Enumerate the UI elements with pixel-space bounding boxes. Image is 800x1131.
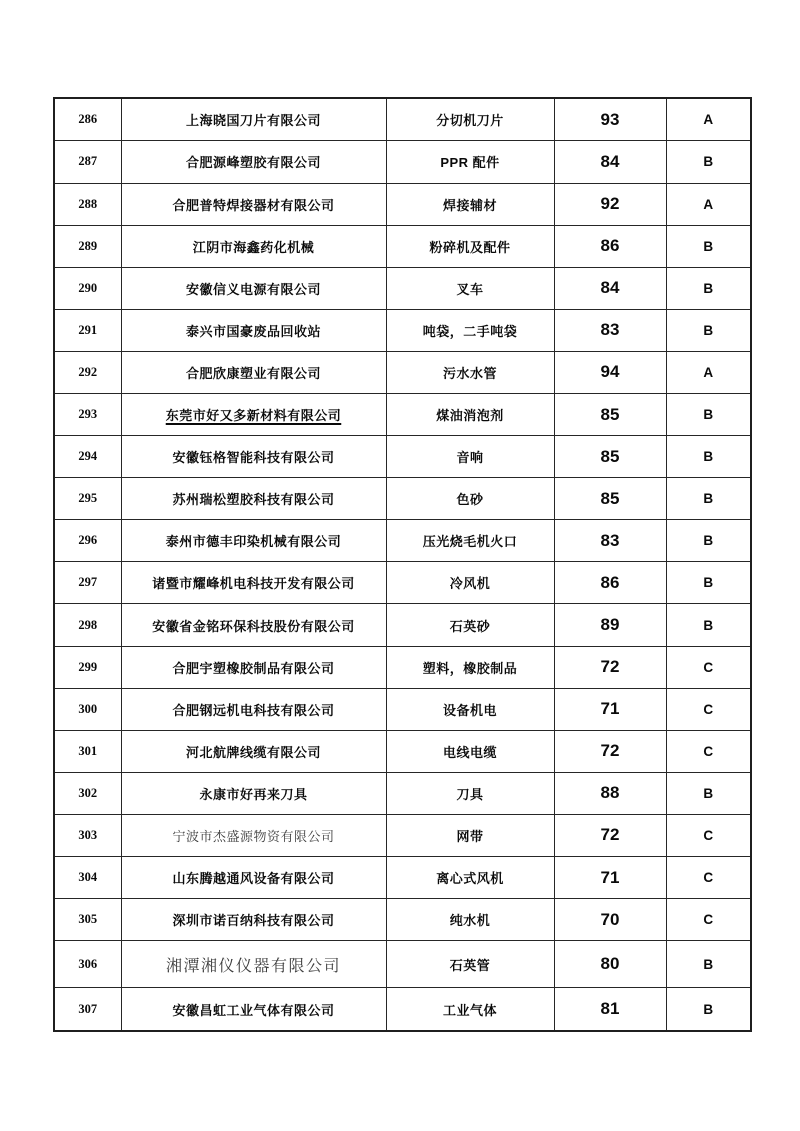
row-number-cell-text: 299 [78,659,98,674]
company-name-cell-text: 安徽信义电源有限公司 [185,281,321,297]
row-number-cell-text: 305 [78,912,98,927]
product-name-cell-text: 石英砂 [449,618,491,634]
score-cell [554,814,666,856]
grade-cell [666,183,751,225]
table-row [54,688,751,730]
company-name-cell [121,646,386,688]
row-number-cell [54,604,121,646]
grade-cell-text: B [703,449,714,465]
grade-cell-text: C [703,870,714,886]
grade-cell [666,520,751,562]
grade-cell-text: B [703,785,714,801]
row-number-cell [54,857,121,899]
grade-cell-text: B [703,322,714,338]
score-cell [554,351,666,393]
company-name-cell [121,730,386,772]
product-name-cell [386,351,554,393]
company-name-cell [121,941,386,988]
score-cell [554,899,666,941]
score-cell [554,520,666,562]
table-row [54,520,751,562]
score-cell [554,394,666,436]
company-name-cell-text: 合肥宇塑橡胶制品有限公司 [172,660,335,676]
score-cell [554,267,666,309]
grade-cell [666,604,751,646]
score-cell-text: 83 [600,320,620,340]
row-number-cell-text: 303 [78,827,98,842]
product-name-cell-text: PPR 配件 [440,155,500,171]
product-name-cell [386,436,554,478]
company-name-cell-text: 苏州瑞松塑胶科技有限公司 [172,492,335,508]
table-body [54,98,751,1031]
score-cell [554,225,666,267]
row-number-cell [54,436,121,478]
grade-cell-text: C [703,912,714,928]
score-cell-text: 89 [600,615,620,635]
product-name-cell-text: 分切机刀片 [436,113,504,129]
product-name-cell-text: 网带 [456,828,484,844]
company-name-cell [121,899,386,941]
table-row [54,309,751,351]
row-number-cell [54,772,121,814]
row-number-cell [54,730,121,772]
table-row [54,562,751,604]
product-name-cell-text: 叉车 [456,281,484,297]
product-name-cell [386,941,554,988]
grade-cell [666,225,751,267]
score-cell [554,478,666,520]
grade-cell [666,988,751,1031]
company-name-cell-text: 永康市好再来刀具 [199,786,308,802]
score-cell [554,436,666,478]
row-number-cell [54,562,121,604]
grade-cell [666,646,751,688]
company-name-cell [121,183,386,225]
score-cell-text: 85 [600,446,620,466]
product-name-cell [386,478,554,520]
product-name-cell [386,394,554,436]
row-number-cell-text: 291 [78,322,98,337]
product-name-cell-text: 焊接辅材 [442,197,497,213]
grade-cell-text: A [703,364,714,380]
row-number-cell [54,394,121,436]
table-row [54,730,751,772]
product-name-cell-text: 煤油消泡剂 [436,408,504,424]
score-cell-text: 94 [600,362,620,382]
company-name-cell [121,98,386,141]
table-row [54,225,751,267]
product-name-cell [386,604,554,646]
company-name-cell [121,478,386,520]
grade-cell [666,814,751,856]
row-number-cell [54,520,121,562]
table-row [54,394,751,436]
grade-cell-text: B [703,491,714,507]
product-name-cell [386,562,554,604]
row-number-cell-text: 296 [78,533,98,548]
grade-cell-text: B [703,956,714,972]
company-name-cell-text: 上海晓国刀片有限公司 [185,113,321,129]
row-number-cell-text: 286 [78,112,98,127]
row-number-cell-text: 302 [78,785,98,800]
row-number-cell-text: 287 [78,154,98,169]
row-number-cell-text: 295 [78,491,98,506]
grade-cell [666,899,751,941]
company-name-cell [121,520,386,562]
company-name-cell-text: 湘潭湘仪仪器有限公司 [165,957,341,975]
table-row [54,141,751,183]
product-name-cell-text: 压光烧毛机火口 [422,534,518,550]
company-name-cell [121,267,386,309]
company-name-cell [121,309,386,351]
row-number-cell-text: 293 [78,407,98,422]
grade-cell [666,730,751,772]
grade-cell-text: A [703,196,714,212]
table-row [54,267,751,309]
product-name-cell [386,730,554,772]
row-number-cell [54,478,121,520]
grade-cell-text: B [703,407,714,423]
row-number-cell-text: 298 [78,617,98,632]
table-row [54,436,751,478]
table-row [54,899,751,941]
grade-cell-text: B [703,238,714,254]
company-name-cell [121,688,386,730]
table-row [54,98,751,141]
product-name-cell-text: 吨袋，二手吨袋 [422,323,518,339]
score-cell-text: 92 [600,194,620,214]
company-name-cell-text: 山东腾越通风设备有限公司 [172,871,335,887]
row-number-cell-text: 289 [78,238,98,253]
company-name-cell-text: 安徽昌虹工业气体有限公司 [172,1002,335,1018]
row-number-cell [54,141,121,183]
table-row [54,183,751,225]
grade-cell-text: C [703,659,714,675]
table-row [54,988,751,1031]
score-cell [554,646,666,688]
grade-cell [666,857,751,899]
company-name-cell [121,394,386,436]
grade-cell [666,436,751,478]
company-name-cell-text: 安徽省金铭环保科技股份有限公司 [152,618,355,634]
product-name-cell-text: 粉碎机及配件 [429,239,511,255]
company-name-cell-text: 合肥欣康塑业有限公司 [185,365,321,381]
grade-cell [666,309,751,351]
company-name-cell-text: 深圳市诺百纳科技有限公司 [172,913,335,929]
grade-cell-text: C [703,701,714,717]
score-cell-text: 72 [600,741,620,761]
product-name-cell [386,688,554,730]
company-name-cell-text: 合肥钢远机电科技有限公司 [172,702,335,718]
score-cell-text: 93 [600,109,620,129]
product-name-cell-text: 工业气体 [442,1002,497,1018]
score-cell [554,562,666,604]
product-name-cell [386,899,554,941]
product-name-cell [386,857,554,899]
grade-cell-text: B [703,575,714,591]
grade-cell [666,688,751,730]
score-cell [554,988,666,1031]
product-name-cell-text: 石英管 [449,957,491,973]
table-row [54,478,751,520]
company-name-cell-text: 泰兴市国豪废品回收站 [185,323,321,339]
company-name-cell [121,857,386,899]
score-cell-text: 72 [600,825,620,845]
company-name-cell [121,436,386,478]
grade-cell [666,562,751,604]
grade-cell-text: A [703,112,714,128]
product-name-cell [386,225,554,267]
score-cell-text: 80 [600,954,620,974]
table-row [54,604,751,646]
product-name-cell [386,309,554,351]
score-cell [554,309,666,351]
row-number-cell [54,814,121,856]
table-row [54,814,751,856]
table-row [54,351,751,393]
score-cell [554,941,666,988]
row-number-cell-text: 307 [78,1001,98,1016]
product-name-cell [386,988,554,1031]
company-name-cell-text: 合肥普特焊接器材有限公司 [172,197,335,213]
company-name-cell-text: 江阴市海鑫药化机械 [192,239,315,255]
table-row [54,772,751,814]
product-name-cell [386,814,554,856]
score-cell-text: 72 [600,657,620,677]
product-name-cell-text: 色砂 [456,492,484,508]
company-name-cell-text: 宁波市杰盛源物资有限公司 [172,828,335,844]
row-number-cell-text: 304 [78,870,98,885]
row-number-cell-text: 294 [78,449,98,464]
product-name-cell-text: 电线电缆 [442,744,497,760]
grade-cell-text: B [703,617,714,633]
company-name-cell [121,562,386,604]
score-cell-text: 71 [600,699,620,719]
score-cell [554,730,666,772]
row-number-cell-text: 292 [78,364,98,379]
company-name-cell-text: 安徽钰格智能科技有限公司 [172,450,335,466]
score-cell-text: 86 [600,236,620,256]
row-number-cell [54,941,121,988]
product-name-cell-text: 设备机电 [442,702,497,718]
company-name-cell-text: 河北航牌线缆有限公司 [185,744,321,760]
table-row [54,646,751,688]
score-cell [554,98,666,141]
score-cell-text: 85 [600,404,620,424]
score-cell [554,183,666,225]
score-cell-text: 84 [600,278,620,298]
grade-cell-text: C [703,827,714,843]
row-number-cell [54,225,121,267]
grade-cell [666,141,751,183]
supplier-rating-table [53,97,752,1032]
company-name-cell-text: 东莞市好又多新材料有限公司 [165,408,342,424]
product-name-cell [386,141,554,183]
grade-cell-text: B [703,1001,714,1017]
product-name-cell-text: 离心式风机 [436,871,504,887]
company-name-cell [121,225,386,267]
row-number-cell [54,688,121,730]
score-cell-text: 70 [600,909,620,929]
row-number-cell [54,899,121,941]
product-name-cell [386,267,554,309]
product-name-cell-text: 污水水管 [442,365,497,381]
row-number-cell [54,988,121,1031]
score-cell-text: 83 [600,530,620,550]
row-number-cell [54,351,121,393]
grade-cell-text: B [703,280,714,296]
product-name-cell-text: 音响 [456,450,484,466]
company-name-cell [121,604,386,646]
score-cell [554,141,666,183]
grade-cell-text: B [703,154,714,170]
company-name-cell-text: 诸暨市耀峰机电科技开发有限公司 [152,576,355,592]
grade-cell [666,772,751,814]
score-cell-text: 84 [600,151,620,171]
product-name-cell-text: 刀具 [456,786,484,802]
company-name-cell [121,141,386,183]
product-name-cell-text: 冷风机 [449,576,491,592]
grade-cell-text: B [703,533,714,549]
score-cell [554,857,666,899]
row-number-cell-text: 290 [78,280,98,295]
row-number-cell-text: 288 [78,196,98,211]
table-row [54,857,751,899]
company-name-cell [121,814,386,856]
score-cell [554,604,666,646]
row-number-cell [54,98,121,141]
score-cell-text: 86 [600,572,620,592]
company-name-cell-text: 合肥源峰塑胶有限公司 [185,155,321,171]
grade-cell [666,267,751,309]
product-name-cell [386,520,554,562]
score-cell-text: 85 [600,488,620,508]
grade-cell [666,941,751,988]
grade-cell [666,394,751,436]
company-name-cell-text: 泰州市德丰印染机械有限公司 [165,534,342,550]
row-number-cell [54,183,121,225]
grade-cell-text: C [703,743,714,759]
grade-cell [666,98,751,141]
company-name-cell [121,772,386,814]
grade-cell [666,351,751,393]
score-cell [554,688,666,730]
table-row [54,941,751,988]
score-cell-text: 71 [600,867,620,887]
product-name-cell-text: 塑料，橡胶制品 [422,660,518,676]
score-cell-text: 81 [600,999,620,1019]
row-number-cell [54,267,121,309]
row-number-cell-text: 297 [78,575,98,590]
product-name-cell-text: 纯水机 [449,913,491,929]
score-cell [554,772,666,814]
row-number-cell-text: 300 [78,701,98,716]
row-number-cell-text: 306 [78,956,98,971]
product-name-cell [386,646,554,688]
product-name-cell [386,98,554,141]
row-number-cell [54,309,121,351]
row-number-cell-text: 301 [78,743,98,758]
grade-cell [666,478,751,520]
product-name-cell [386,772,554,814]
product-name-cell [386,183,554,225]
score-cell-text: 88 [600,783,620,803]
row-number-cell [54,646,121,688]
company-name-cell [121,351,386,393]
company-name-cell [121,988,386,1031]
